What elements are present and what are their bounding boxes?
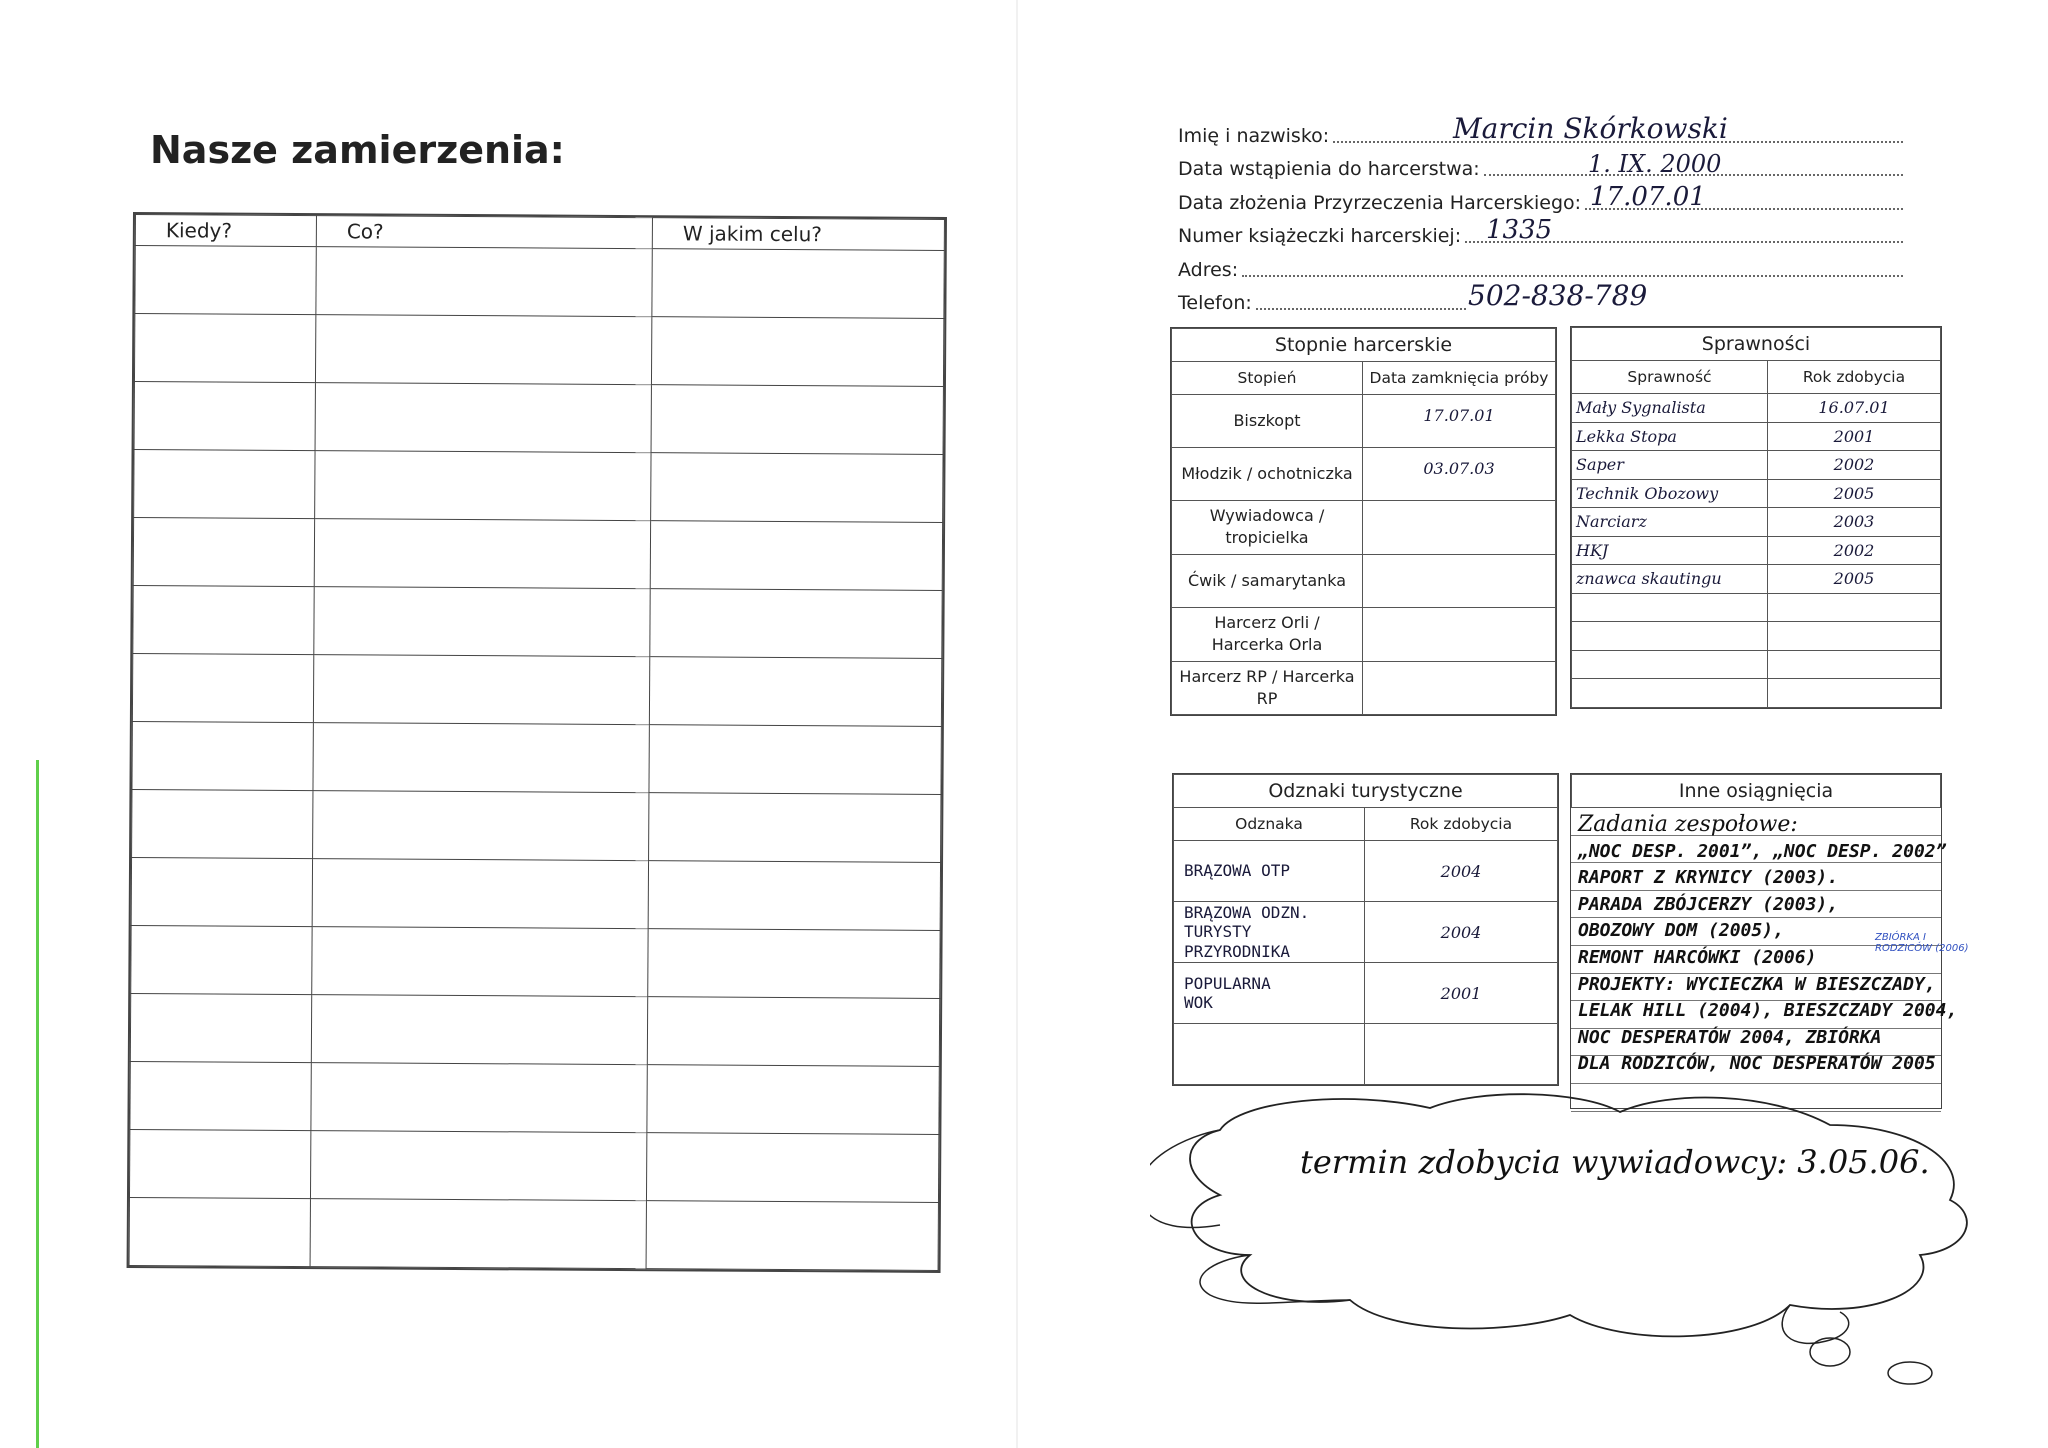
table-row bbox=[1174, 902, 1558, 963]
achievement-line: NOC DESPERATÓW 2004, ZBIÓRKA bbox=[1578, 1026, 1882, 1048]
tourist-badge-name-line: BRĄZOWA ODZN. bbox=[1184, 903, 1310, 923]
badge-year bbox=[1768, 650, 1941, 679]
table-cell bbox=[313, 791, 649, 861]
table-row bbox=[1174, 963, 1558, 1024]
table-row bbox=[1172, 448, 1556, 501]
badge-year bbox=[1768, 622, 1941, 651]
oath-row bbox=[1178, 182, 1903, 216]
ranks-col-rank: Stopień bbox=[1172, 362, 1363, 395]
badge-year: 2005 bbox=[1768, 479, 1941, 508]
other-achievements-title: Inne osiągnięcia bbox=[1572, 775, 1941, 808]
tourist-col-badge: Odznaka bbox=[1174, 808, 1365, 841]
table-row bbox=[1172, 661, 1556, 715]
address-row bbox=[1178, 249, 1903, 283]
address-line bbox=[1242, 275, 1903, 277]
ranks-title: Stopnie harcerskie bbox=[1172, 329, 1556, 362]
table-cell bbox=[135, 246, 316, 315]
table-cell bbox=[651, 317, 943, 387]
table-cell bbox=[310, 1131, 646, 1201]
tourist-badge-name-line: BRĄZOWA OTP bbox=[1184, 861, 1290, 881]
table-row bbox=[1572, 565, 1941, 594]
badge-year: 16.07.01 bbox=[1768, 394, 1941, 423]
tourist-badge-year: 2004 bbox=[1365, 841, 1558, 902]
table-row bbox=[1174, 841, 1558, 902]
blue-annotation: ZBIÓRKA I RODZICÓW (2006) bbox=[1875, 932, 1969, 954]
join-value: 1. IX. 2000 bbox=[1588, 150, 1722, 178]
achievement-line: LELAK HILL (2004), BIESZCZADY 2004, bbox=[1578, 1000, 1958, 1022]
achievement-line: REMONT HARCÓWKI (2006) bbox=[1578, 946, 1817, 968]
tourist-badge-name-line: TURYSTY bbox=[1184, 922, 1252, 942]
table-cell bbox=[649, 793, 941, 863]
badge-name: Narciarz bbox=[1572, 508, 1768, 537]
tourist-badges-table bbox=[1172, 773, 1559, 1086]
tourist-badge-year: 2004 bbox=[1365, 902, 1558, 963]
cloud-text: termin zdobycia wywiadowcy: 3.05.06. bbox=[1300, 1143, 1930, 1181]
oath-label: Data złożenia Przyrzeczenia Harcerskiego: bbox=[1178, 191, 1582, 214]
badge-year: 2005 bbox=[1768, 565, 1941, 594]
table-row bbox=[1572, 394, 1941, 423]
table-row bbox=[1172, 607, 1556, 661]
table-cell bbox=[133, 518, 314, 587]
badges-title: Sprawności bbox=[1572, 328, 1941, 361]
table-row bbox=[1172, 501, 1556, 555]
column-header-purpose: W jakim celu? bbox=[652, 218, 944, 251]
table-row bbox=[134, 450, 943, 523]
tourist-col-year: Rok zdobycia bbox=[1365, 808, 1558, 841]
table-cell bbox=[134, 382, 315, 451]
tourist-badge-year bbox=[1365, 1024, 1558, 1085]
name-label: Imię i nazwisko: bbox=[1178, 124, 1330, 147]
table-cell bbox=[650, 589, 942, 659]
table-cell bbox=[313, 723, 649, 793]
table-cell bbox=[314, 519, 650, 589]
table-cell bbox=[652, 249, 944, 319]
achievement-line: „NOC DESP. 2001”, „NOC DESP. 2002” bbox=[1578, 840, 1947, 862]
achievement-line: Zadania zespołowe: bbox=[1578, 812, 1798, 837]
page-title: Nasze zamierzenia: bbox=[150, 128, 565, 172]
badges-table bbox=[1570, 326, 1942, 709]
rank-name: Ćwik / samarytanka bbox=[1172, 554, 1363, 607]
badge-year: 2003 bbox=[1768, 508, 1941, 537]
table-row bbox=[135, 246, 944, 319]
table-cell bbox=[134, 314, 315, 383]
table-cell bbox=[646, 1201, 938, 1271]
join-row bbox=[1178, 149, 1903, 183]
green-margin-line bbox=[36, 760, 39, 1448]
badges-col-badge: Sprawność bbox=[1572, 361, 1768, 394]
table-row bbox=[1572, 422, 1941, 451]
table-cell bbox=[130, 1061, 311, 1130]
table-cell bbox=[651, 453, 943, 523]
table-cell bbox=[646, 1133, 938, 1203]
achievement-line: RAPORT Z KRYNICY (2003). bbox=[1578, 867, 1839, 889]
table-cell bbox=[132, 654, 313, 723]
table-cell bbox=[310, 1199, 646, 1269]
book-label: Numer książeczki harcerskiej: bbox=[1178, 225, 1462, 247]
badge-name bbox=[1572, 593, 1768, 622]
table-row bbox=[1572, 536, 1941, 565]
badge-year: 2002 bbox=[1768, 536, 1941, 565]
table-cell bbox=[134, 450, 315, 519]
table-cell bbox=[132, 790, 313, 859]
table-row bbox=[1174, 1024, 1558, 1085]
phone-label: Telefon: bbox=[1178, 292, 1252, 314]
table-row bbox=[130, 1061, 939, 1134]
table-row bbox=[129, 1197, 938, 1270]
badges-col-year: Rok zdobycia bbox=[1768, 361, 1941, 394]
tourist-badge-name-line: WOK bbox=[1184, 993, 1213, 1012]
badge-name: HKJ bbox=[1572, 536, 1768, 565]
rank-name: Biszkopt bbox=[1172, 395, 1363, 448]
table-cell bbox=[650, 521, 942, 591]
table-cell bbox=[648, 861, 940, 931]
tourist-badges-title: Odznaki turystyczne bbox=[1174, 775, 1558, 808]
tourist-badge-name bbox=[1174, 902, 1365, 963]
table-cell bbox=[311, 995, 647, 1065]
ranks-col-date: Data zamknięcia próby bbox=[1363, 362, 1556, 395]
table-cell bbox=[129, 1129, 310, 1198]
achievement-line: PROJEKTY: WYCIECZKA W BIESZCZADY, bbox=[1578, 973, 1936, 995]
rank-date bbox=[1363, 501, 1556, 555]
table-row bbox=[134, 314, 943, 387]
badge-name bbox=[1572, 622, 1768, 651]
table-row bbox=[130, 994, 939, 1067]
table-row bbox=[1172, 554, 1556, 607]
rank-name: Harcerz Orli / Harcerka Orla bbox=[1172, 607, 1363, 661]
table-row bbox=[1572, 451, 1941, 480]
table-row bbox=[131, 858, 940, 931]
ranks-table bbox=[1170, 327, 1557, 716]
table-row bbox=[1572, 622, 1941, 651]
table-cell bbox=[647, 1065, 939, 1135]
badge-name bbox=[1572, 679, 1768, 708]
table-row bbox=[1572, 650, 1941, 679]
table-cell bbox=[651, 385, 943, 455]
achievement-line: PARADA ZBÓJCERZY (2003), bbox=[1578, 893, 1839, 915]
table-cell bbox=[311, 1063, 647, 1133]
table-cell bbox=[131, 858, 312, 927]
table-row bbox=[132, 722, 941, 795]
table-row bbox=[132, 790, 941, 863]
address-label: Adres: bbox=[1178, 258, 1239, 281]
table-cell bbox=[314, 587, 650, 657]
table-cell bbox=[315, 315, 651, 385]
table-cell bbox=[130, 994, 311, 1063]
table-row bbox=[134, 382, 943, 455]
phone-row bbox=[1178, 279, 1903, 317]
name-row bbox=[1178, 111, 1903, 149]
rank-name: Młodzik / ochotniczka bbox=[1172, 448, 1363, 501]
tourist-badge-name bbox=[1174, 841, 1365, 902]
table-cell bbox=[648, 929, 940, 999]
tourist-badge-name bbox=[1174, 1024, 1365, 1085]
column-header-when: Kiedy? bbox=[135, 215, 316, 247]
phone-line bbox=[1256, 308, 1466, 310]
achievement-line: DLA RODZICÓW, NOC DESPERATÓW 2005 bbox=[1578, 1053, 1936, 1075]
table-cell bbox=[316, 247, 652, 317]
badge-name: Lekka Stopa bbox=[1572, 422, 1768, 451]
personal-info bbox=[1178, 111, 1903, 316]
book-value: 1335 bbox=[1486, 215, 1553, 245]
table-cell bbox=[649, 725, 941, 795]
tourist-badge-name-line: POPULARNA bbox=[1184, 973, 1271, 993]
table-row bbox=[129, 1129, 938, 1202]
tourist-badge-name-line: PRZYRODNIKA bbox=[1184, 941, 1290, 961]
badge-name: Mały Sygnalista bbox=[1572, 394, 1768, 423]
table-row bbox=[1572, 508, 1941, 537]
join-label: Data wstąpienia do harcerstwa: bbox=[1178, 158, 1480, 180]
badge-name: znawca skautingu bbox=[1572, 565, 1768, 594]
rank-name: Harcerz RP / Harcerka RP bbox=[1172, 661, 1363, 715]
book-row bbox=[1178, 216, 1903, 250]
badge-name: Saper bbox=[1572, 451, 1768, 480]
achievement-line: OBOZOWY DOM (2005), bbox=[1578, 920, 1784, 942]
oath-value: 17.07.01 bbox=[1590, 181, 1706, 212]
badge-name: Technik Obozowy bbox=[1572, 479, 1768, 508]
table-cell bbox=[129, 1197, 310, 1266]
rank-date: 17.07.01 bbox=[1363, 395, 1556, 448]
badge-year bbox=[1768, 593, 1941, 622]
rank-date bbox=[1363, 554, 1556, 607]
badge-name bbox=[1572, 650, 1768, 679]
badge-year: 2002 bbox=[1768, 451, 1941, 480]
table-row bbox=[132, 654, 941, 727]
table-cell bbox=[649, 657, 941, 727]
table-cell bbox=[133, 586, 314, 655]
table-row bbox=[1172, 395, 1556, 448]
rank-date bbox=[1363, 607, 1556, 661]
table-row bbox=[133, 586, 942, 659]
rank-date: 03.07.03 bbox=[1363, 448, 1556, 501]
tourist-badge-name bbox=[1174, 963, 1365, 1024]
table-cell bbox=[647, 997, 939, 1067]
rank-date bbox=[1363, 661, 1556, 715]
cloud-drawing bbox=[1150, 1090, 2040, 1390]
table-row bbox=[131, 926, 940, 999]
table-cell bbox=[132, 722, 313, 791]
table-row bbox=[1572, 679, 1941, 708]
badge-year: 2001 bbox=[1768, 422, 1941, 451]
table-cell bbox=[313, 655, 649, 725]
rank-name: Wywiadowca / tropicielka bbox=[1172, 501, 1363, 555]
plans-table bbox=[127, 212, 947, 1273]
name-value: Marcin Skórkowski bbox=[1453, 111, 1728, 145]
badge-year bbox=[1768, 679, 1941, 708]
column-header-what: Co? bbox=[316, 216, 652, 249]
tourist-badge-year: 2001 bbox=[1365, 963, 1558, 1024]
table-row bbox=[1572, 593, 1941, 622]
table-cell bbox=[315, 383, 651, 453]
page-fold bbox=[1016, 0, 1018, 1448]
phone-value: 502-838-789 bbox=[1468, 279, 1648, 312]
table-cell bbox=[315, 451, 651, 521]
table-cell bbox=[312, 927, 648, 997]
table-row bbox=[133, 518, 942, 591]
table-cell bbox=[131, 926, 312, 995]
table-row bbox=[1572, 479, 1941, 508]
table-cell bbox=[312, 859, 648, 929]
